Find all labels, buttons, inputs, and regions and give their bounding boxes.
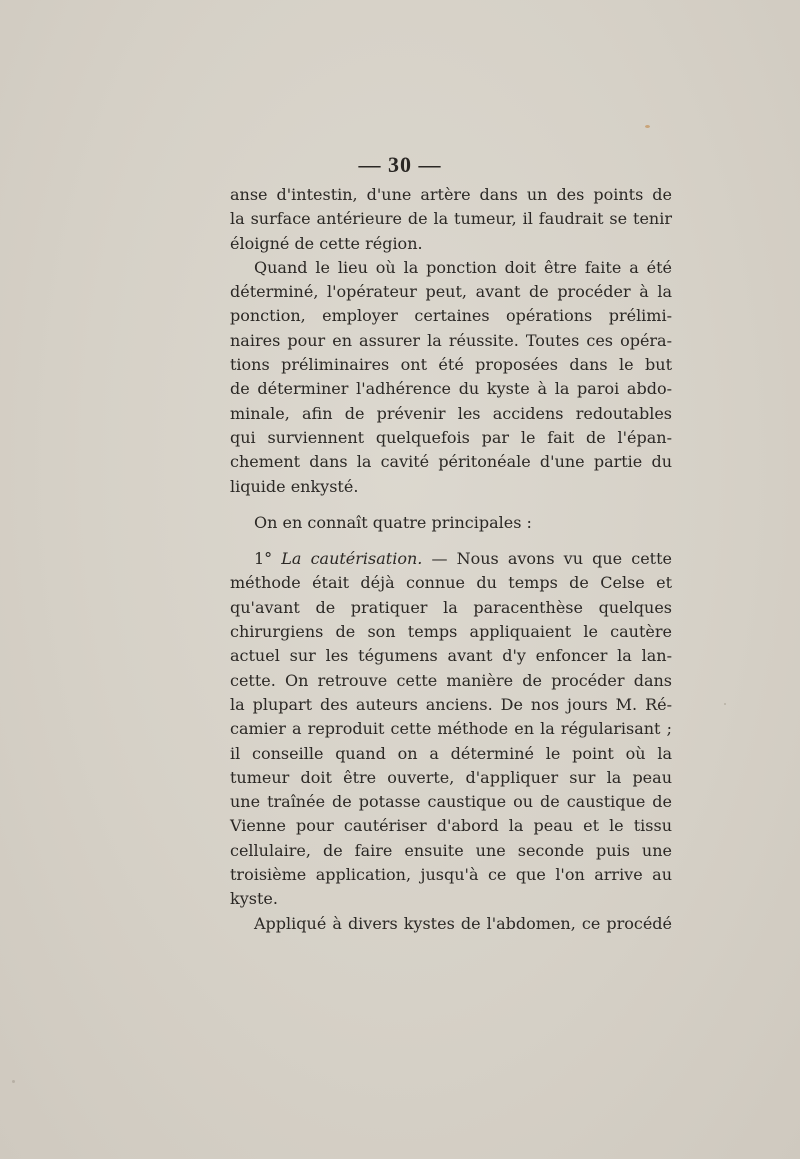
text-line: éloigné de cette région. [230,233,423,253]
text-line: cette. On retrouve cette manière de procéder dans [230,670,672,690]
section-heading: La cautérisation. [281,549,423,569]
text-line: ponction, employer certaines opérations prélimi- [230,306,672,326]
text-line: naires pour en assurer la réussite. Toutes ces opéra- [230,330,672,350]
text-line: cellulaire, de faire ensuite une seconde puis une [230,840,672,860]
text-line: On en connaît quatre principales : [254,512,532,532]
text-line: déterminé, l'opérateur peut, avant de procéder à la [230,282,672,302]
body-text [230,183,672,936]
text-line: troisième application, jusqu'à ce que l'on arrive au [230,865,672,885]
paper-speck [724,703,726,705]
text-line: camier a reproduit cette méthode en la régularisant ; [230,719,672,739]
text-line: Quand le lieu où la ponction doit être faite a été [254,257,672,277]
paper-speck [12,1080,15,1083]
text-line: minale, afin de prévenir les accidens redoutables [230,403,672,423]
text-line: liquide enkysté. [230,476,359,496]
text-line: qu'avant de pratiquer la paracenthèse quelques [230,597,672,617]
paper-speck [645,125,650,128]
text-line: kyste. [230,889,278,909]
text-line: une traînée de potasse caustique ou de caustique de [230,792,672,812]
text-line: de déterminer l'adhérence du kyste à la paroi abdo- [230,379,672,399]
text-line: la surface antérieure de la tumeur, il faudrait se tenir [230,209,672,229]
text-line: chirurgiens de son temps appliquaient le cautère [230,622,672,642]
section-heading-line [230,547,672,571]
text-line: tions préliminaires ont été proposées dans le but [230,355,672,375]
text-line: méthode était déjà connue du temps de Celse et [230,573,672,593]
section-number: 1° [254,549,282,569]
text-line: chement dans la cavité péritonéale d'une partie du [230,452,672,472]
text-line: il conseille quand on a déterminé le point où la [230,743,672,763]
text-line: Vienne pour cautériser d'abord la peau et le tissu [230,816,672,836]
text-line: la plupart des auteurs anciens. De nos jours M. Ré- [230,694,672,714]
text-line: qui surviennent quelquefois par le fait de l'épan- [230,427,672,447]
text-fragment: — Nous avons vu que cette [422,549,672,569]
text-line: Appliqué à divers kystes de l'abdomen, ce procédé [254,913,672,933]
text-line: anse d'intestin, d'une artère dans un des points de [230,185,672,204]
text-line: tumeur doit être ouverte, d'appliquer sur la peau [230,767,672,787]
text-line: actuel sur les tégumens avant d'y enfoncer la lan- [230,646,672,666]
page-number: — 30 — [358,152,442,177]
